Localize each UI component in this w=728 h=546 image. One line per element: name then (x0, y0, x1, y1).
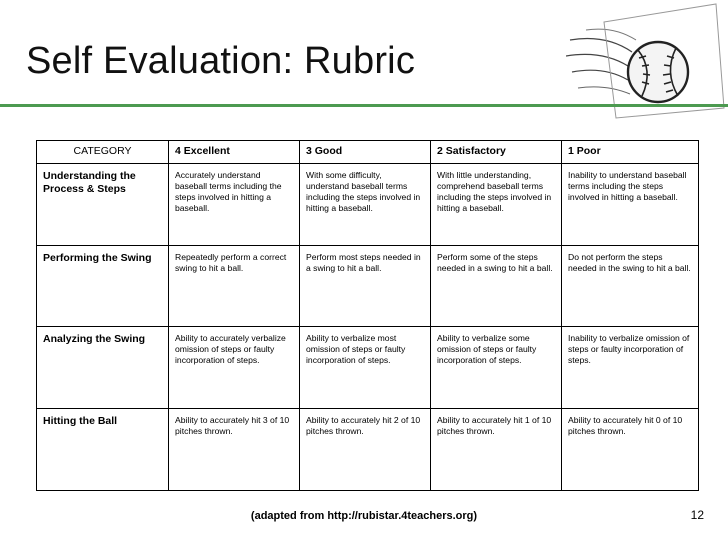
rubric-table (36, 140, 699, 491)
table-cell: Do not perform the steps needed in the swing to hit a ball. (562, 246, 699, 327)
table-cell: Accurately understand baseball terms including the steps involved in hitting a baseball. (169, 164, 300, 246)
table-cell: Repeatedly perform a correct swing to hit a ball. (169, 246, 300, 327)
table-cell: Perform most steps needed in a swing to hit a ball. (300, 246, 431, 327)
title-divider (0, 104, 728, 107)
table-row (37, 164, 699, 246)
table-row (37, 409, 699, 491)
source-footnote: (adapted from http://rubistar.4teachers.org) (250, 510, 478, 522)
header-excellent: 4 Excellent (169, 141, 300, 164)
table-cell: Ability to verbalize some omission of steps or faulty incorporation of steps. (431, 327, 562, 409)
baseball-clipart-icon (566, 0, 728, 120)
table-row (37, 327, 699, 409)
table-cell: Ability to accurately hit 2 of 10 pitches thrown. (300, 409, 431, 491)
row-category: Hitting the Ball (37, 409, 169, 491)
table-cell: With some difficulty, understand baseball terms including the steps involved in hitting a baseball. (300, 164, 431, 246)
table-cell: Ability to accurately hit 1 of 10 pitches thrown. (431, 409, 562, 491)
table-cell: Ability to verbalize most omission of steps or faulty incorporation of steps. (300, 327, 431, 409)
header-good: 3 Good (300, 141, 431, 164)
slide-number: 12 (690, 508, 704, 522)
table-cell: Ability to accurately verbalize omission of steps or faulty incorporation of steps. (169, 327, 300, 409)
header-category: CATEGORY (37, 141, 169, 164)
table-cell: Ability to accurately hit 0 of 10 pitches thrown. (562, 409, 699, 491)
header-poor: 1 Poor (562, 141, 699, 164)
row-category: Performing the Swing (37, 246, 169, 327)
table-cell: Inability to understand baseball terms including the steps involved in hitting a baseball. (562, 164, 699, 246)
table-cell: With little understanding, comprehend baseball terms including the steps involved in hitting a baseball. (431, 164, 562, 246)
table-cell: Ability to accurately hit 3 of 10 pitches thrown. (169, 409, 300, 491)
slide-title: Self Evaluation: Rubric (26, 40, 416, 82)
table-cell: Inability to verbalize omission of steps or faulty incorporation of steps. (562, 327, 699, 409)
table-row (37, 246, 699, 327)
table-header-row (37, 141, 699, 164)
table-cell: Perform some of the steps needed in a swing to hit a ball. (431, 246, 562, 327)
row-category: Understanding the Process & Steps (37, 164, 169, 246)
row-category: Analyzing the Swing (37, 327, 169, 409)
header-satisfactory: 2 Satisfactory (431, 141, 562, 164)
